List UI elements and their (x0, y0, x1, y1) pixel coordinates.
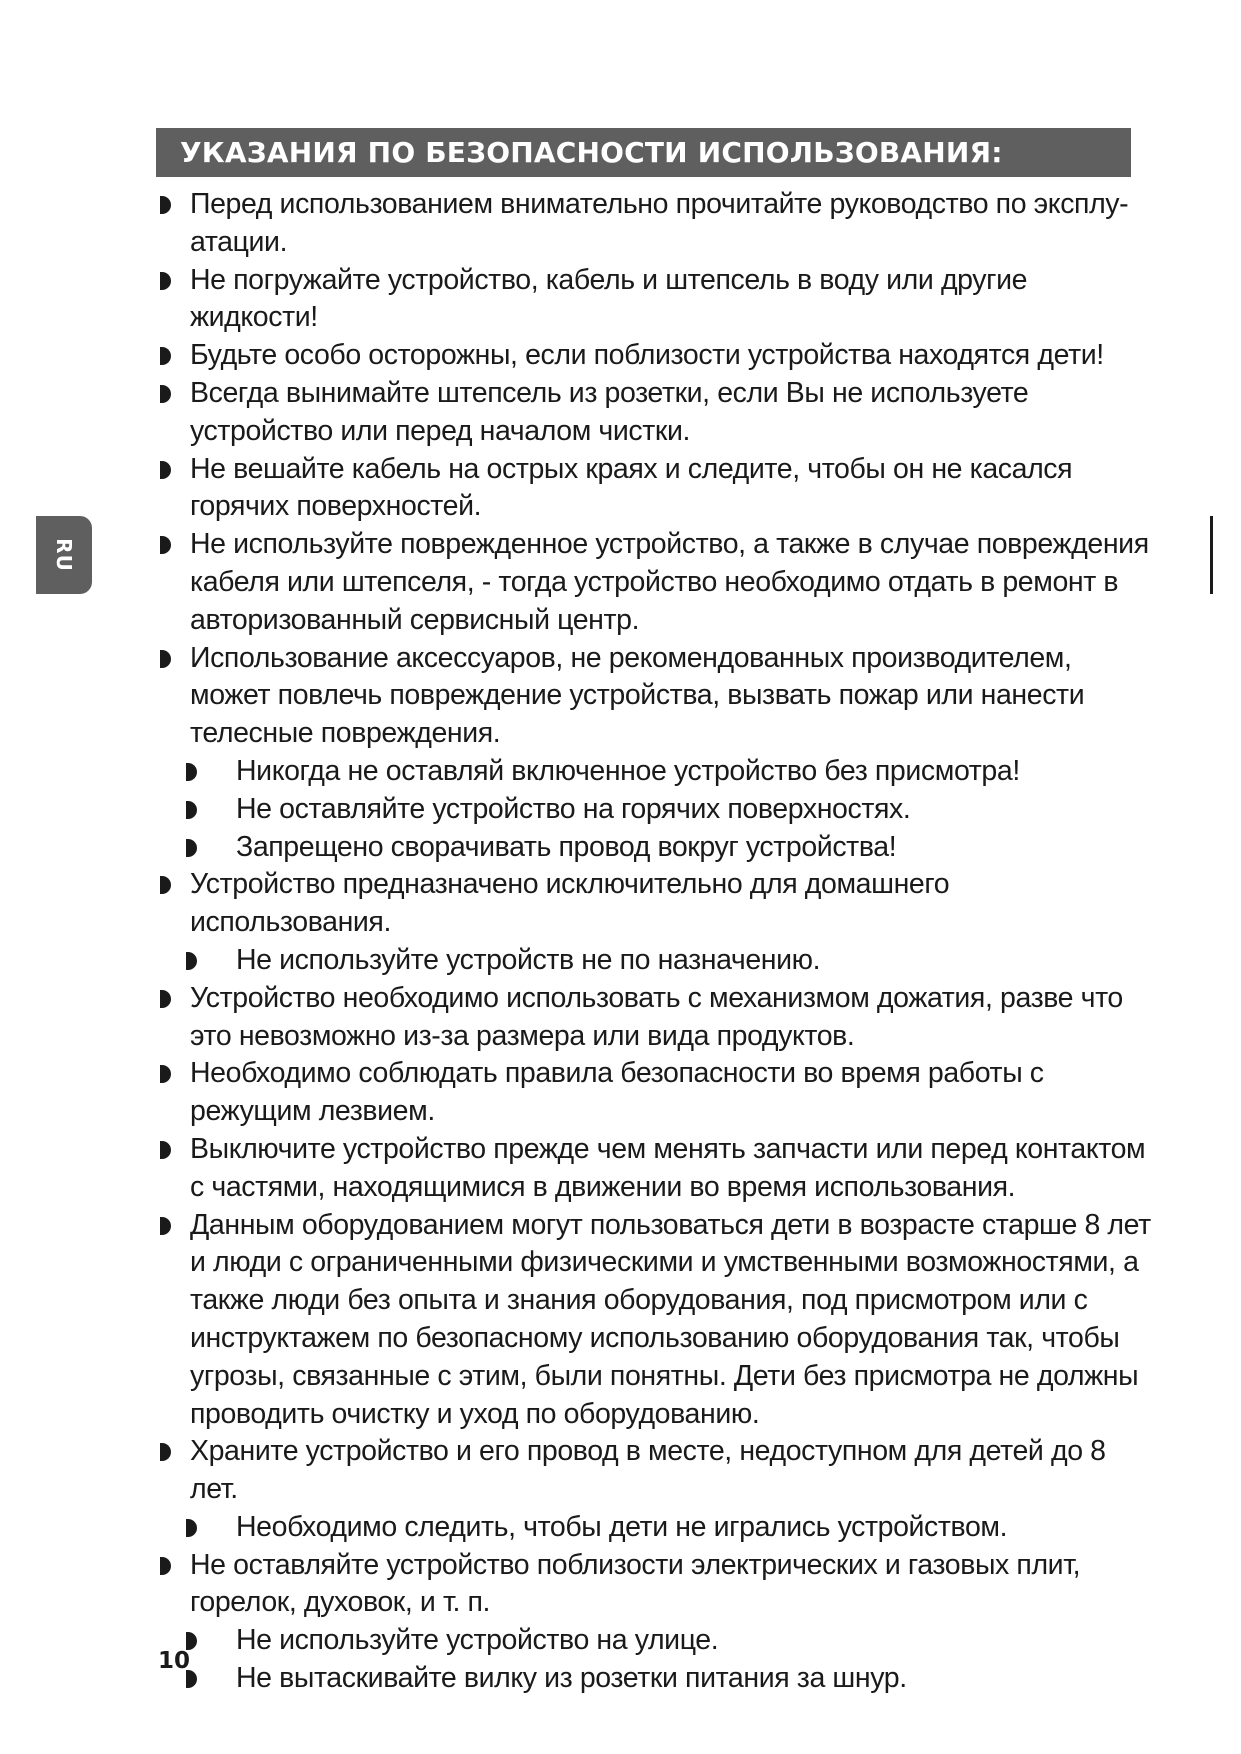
list-item (158, 526, 1154, 639)
list-item (158, 791, 1154, 829)
list-item (158, 1433, 1154, 1509)
bullet-icon (160, 876, 171, 894)
list-item-text: Выключите устройство прежде чем менять запчасти или перед контактом с частями, находящимися в движении во время использования. (190, 1132, 1146, 1203)
list-item (158, 451, 1154, 527)
list-item (158, 337, 1154, 375)
list-item-text: Данным оборудованием могут пользоваться дети в возрасте старше 8 лет и люди с ограниченными физическими и умственными возможностями, а также люди без опыта и знания оборудования, под присмотром или с инструктажем по безопасному использованию оборудования так, чтобы угрозы, связанные с этим, были понятны. Дети без присмотра не должны проводить очистку и уход по оборудованию. (190, 1208, 1151, 1430)
list-item (158, 1622, 1154, 1660)
list-item-text: Использование аксессуаров, не рекомендованных производителем, может повлечь повреждение устройства, вызвать пожар или нанести телесные повреждения. (190, 641, 1085, 750)
list-item (158, 375, 1154, 451)
list-item-text: Не вытаскивайте вилку из розетки питания за шнур. (236, 1662, 907, 1695)
page-number: 10 (158, 1648, 191, 1674)
list-item (158, 942, 1154, 980)
bullet-icon (160, 196, 171, 214)
bullet-icon (160, 1217, 171, 1235)
bullet-icon (186, 801, 197, 819)
bullet-icon (160, 536, 171, 554)
bullet-icon (160, 650, 171, 668)
list-item (158, 1547, 1154, 1623)
list-item (158, 1055, 1154, 1131)
bullet-icon (186, 952, 197, 970)
bullet-icon (160, 385, 171, 403)
margin-rule (1210, 516, 1213, 594)
list-item-text: Всегда вынимайте штепсель из розетки, если Вы не используете устройство или перед началом чистки. (190, 376, 1029, 447)
list-item-text: Будьте особо осторожны, если поблизости устройства находятся дети! (190, 339, 1104, 372)
list-item-text: Устройство предназначено исключительно для домашнего использования. (190, 868, 950, 939)
list-item-text: Не погружайте устройство, кабель и штепсель в воду или другие жидкости! (190, 263, 1028, 334)
list-item-text: Перед использованием внимательно прочитайте руководство по эксплу-атации. (190, 188, 1129, 258)
list-item-text: Не вешайте кабель на острых краях и следите, чтобы он не касался горячих поверхностей. (190, 452, 1073, 523)
bullet-icon (160, 1141, 171, 1159)
bullet-icon (160, 461, 171, 479)
section-header: УКАЗАНИЯ ПО БЕЗОПАСНОСТИ ИСПОЛЬЗОВАНИЯ: (156, 128, 1131, 177)
list-item-text: Устройство необходимо использовать с механизмом дожатия, разве что это невозможно из-за размера или вида продуктов. (190, 981, 1123, 1052)
list-item-text: Запрещено сворачивать провод вокруг устройства! (236, 830, 897, 863)
list-item-text: Необходимо следить, чтобы дети не игрались устройством. (236, 1510, 1008, 1543)
language-tab (36, 516, 92, 594)
list-item-text: Храните устройство и его провод в месте, недоступном для детей до 8 лет. (190, 1435, 1106, 1506)
list-item (158, 1509, 1154, 1547)
list-item-text: Необходимо соблюдать правила безопасности во время работы с режущим лезвием. (190, 1057, 1044, 1128)
bullet-icon (186, 839, 197, 857)
list-item-text: Не используйте устройств не по назначению. (236, 943, 821, 976)
bullet-icon (160, 347, 171, 365)
bullet-icon (160, 1443, 171, 1461)
bullet-icon (186, 763, 197, 781)
list-item (158, 1207, 1154, 1434)
bullet-icon (186, 1519, 197, 1537)
list-item (158, 186, 1154, 262)
list-item (158, 1660, 1154, 1698)
bullet-icon (160, 1557, 171, 1575)
list-item (158, 829, 1154, 867)
list-item-text: Не используйте устройство на улице. (236, 1624, 719, 1657)
safety-instructions-list (158, 186, 1154, 1698)
list-item (158, 980, 1154, 1056)
list-item (158, 753, 1154, 791)
list-item (158, 640, 1154, 753)
list-item (158, 262, 1154, 338)
list-item-text: Не используйте поврежденное устройство, а также в случае повреждения кабеля или штепселя, - тогда устройство необходимо отдать в ремонт в авторизованный сервисный центр. (190, 528, 1149, 636)
language-tab-label: RU (52, 538, 76, 572)
list-item-text: Никогда не оставляй включенное устройство без присмотра! (236, 754, 1020, 787)
list-item (158, 1131, 1154, 1207)
list-item-text: Не оставляйте устройство поблизости электрических и газовых плит, горелок, духовок, и т. п. (190, 1548, 1081, 1619)
bullet-icon (160, 1065, 171, 1083)
list-item (158, 866, 1154, 942)
list-item-text: Не оставляйте устройство на горячих поверхностях. (236, 792, 911, 825)
bullet-icon (160, 272, 171, 290)
bullet-icon (160, 990, 171, 1008)
